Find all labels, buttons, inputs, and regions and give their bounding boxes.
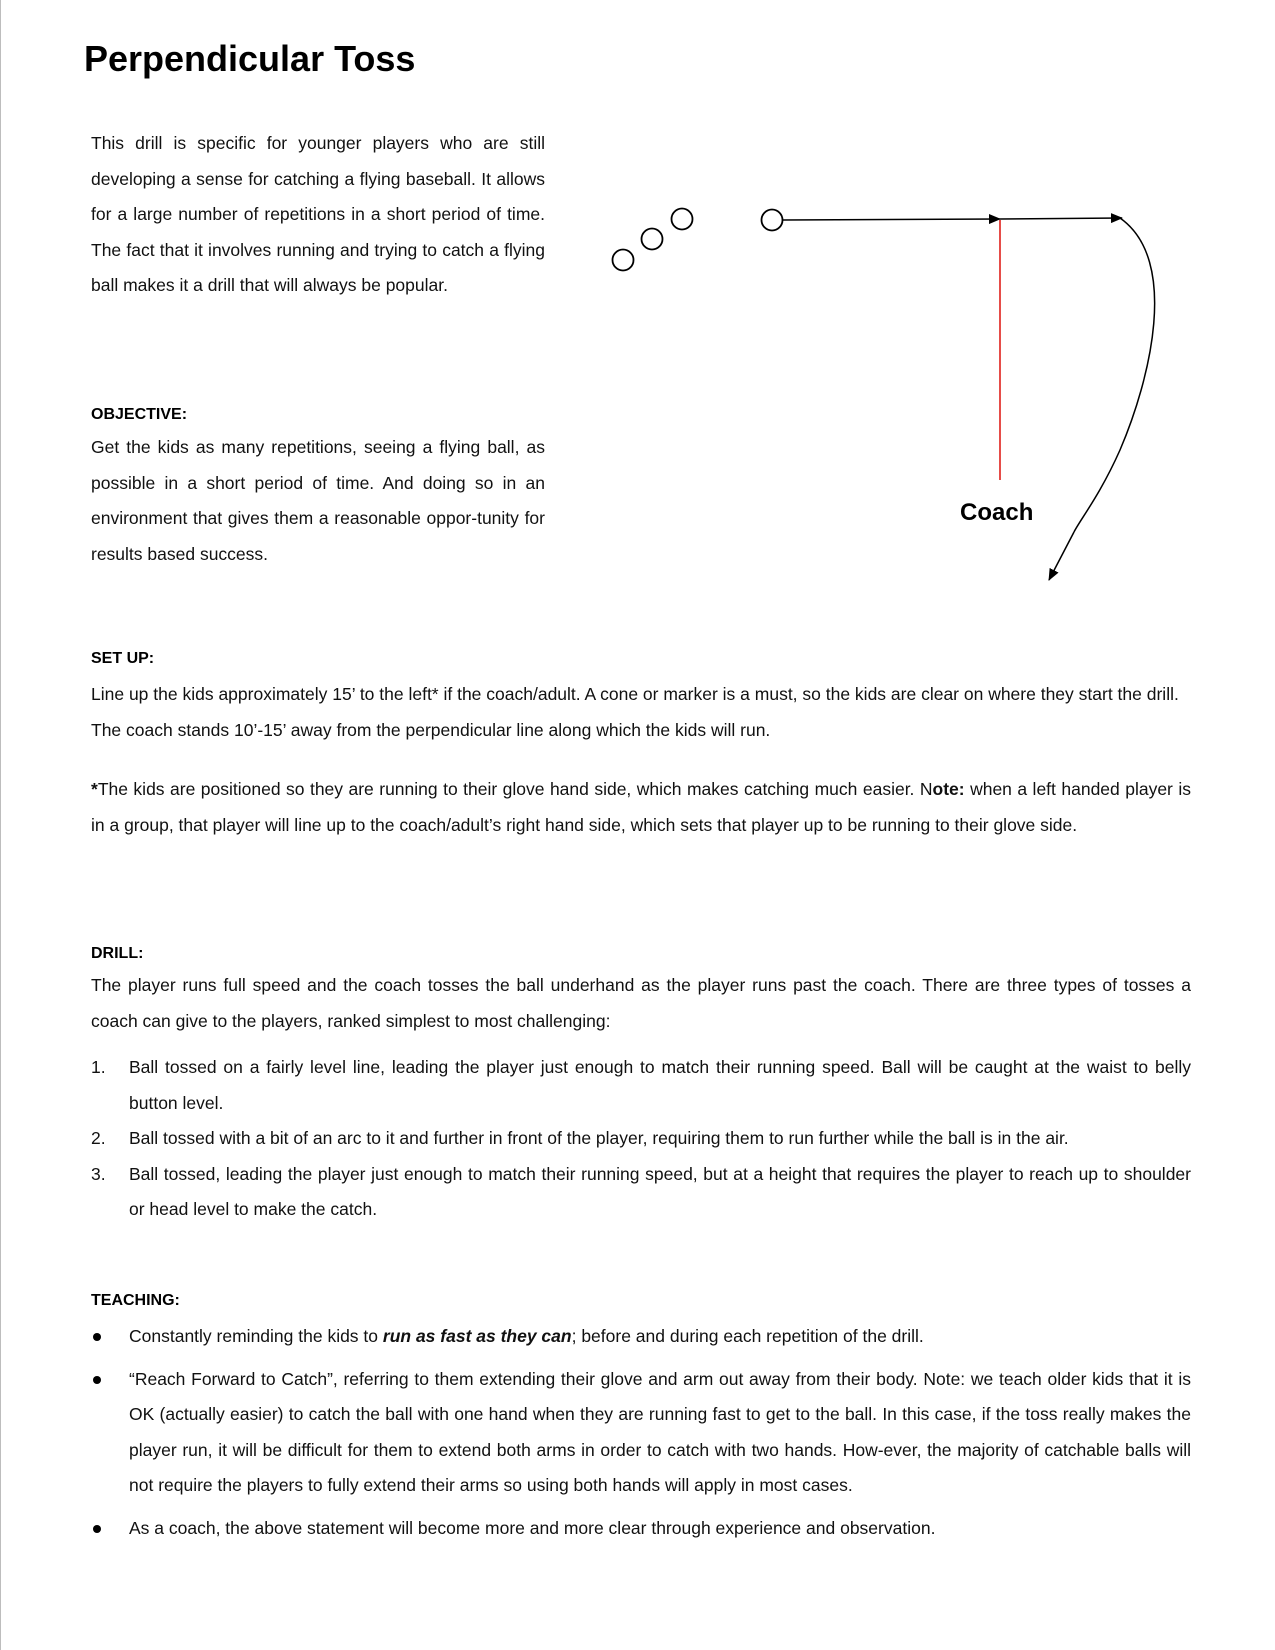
run-path-arrow: [783, 219, 1000, 220]
list-item: [91, 1319, 1191, 1355]
bullet-icon: [93, 1376, 101, 1384]
run-path-arrow: [1000, 218, 1122, 219]
drill-paragraph: The player runs full speed and the coach tosses the ball underhand as the player runs past the coach. There are three types of tosses a coach can give to the players, ranked simplest to most challenging:: [91, 975, 1191, 1031]
run-curve-arrow: [1049, 532, 1074, 580]
bullet-icon: [93, 1525, 101, 1533]
emphasis-text: run as fast as they can: [382, 1326, 572, 1346]
waiting-player-marker: [613, 250, 634, 271]
setup-paragraph: Line up the kids approximately 15’ to the left* if the coach/adult. A cone or marker is a must, so the kids are clear on where they start the drill. The coach stands 10’-15’ away from the perpendicular line along which the kids will run.: [91, 684, 1179, 740]
run-curve-arrow: [1074, 218, 1155, 532]
waiting-player-marker: [642, 229, 663, 250]
list-item-text: Ball tossed, leading the player just enough to match their running speed, but at a height that requires the player to reach up to shoulder or head level to make the catch.: [129, 1163, 1191, 1219]
list-item: [91, 1050, 1191, 1121]
running-player-marker: [762, 210, 783, 231]
list-item: [91, 1362, 1191, 1504]
intro-paragraph: This drill is specific for younger players who are still developing a sense for catching a flying baseball. It allows for a large number of repetitions in a short period of time. The fact that it involves running and trying to catch a flying ball makes it a drill that will always be popular.: [91, 133, 545, 295]
drill-heading: DRILL:: [91, 945, 144, 962]
coach-label: Coach: [960, 499, 1034, 526]
page-title: Perpendicular Toss: [84, 38, 416, 79]
waiting-player-marker: [672, 209, 693, 230]
objective-paragraph: Get the kids as many repetitions, seeing a flying ball, as possible in a short period of time. And doing so in an environment that gives them a reasonable oppor-tunity for results based success.: [91, 437, 545, 564]
list-item-text: Constantly reminding the kids to: [129, 1326, 383, 1346]
list-item: [91, 1157, 1191, 1228]
list-item-text: ; before and during each repetition of the drill.: [571, 1326, 924, 1346]
teaching-heading: TEACHING:: [91, 1292, 180, 1309]
setup-heading: SET UP:: [91, 650, 155, 667]
teaching-list: [91, 1319, 1191, 1553]
bullet-icon: [93, 1333, 101, 1341]
list-number: 1.: [91, 1057, 106, 1077]
note-text-part1: The kids are positioned so they are running to their glove hand side, which makes catching much easier. N: [97, 779, 933, 799]
list-item-text: As a coach, the above statement will become more and more clear through experience and observation.: [129, 1517, 936, 1538]
list-item: [91, 1511, 1191, 1547]
list-item-text: “Reach Forward to Catch”, referring to them extending their glove and arm out away from their body. Note: we teach older kids that it is OK (actually easier) to catch the ball with one hand when they are running fast to get to the ball. In this case, if the toss really makes the player run, it will be difficult for them to extend both arms in order to catch with two hands. How-ever, the majority of catchable balls will not require the players to fully extend their arms so using both hands will apply in most cases.: [129, 1368, 1191, 1495]
note-text-part2: when a left handed player is in a group, that player will line up to the coach/adult’s right hand side, which sets that player up to be running to their glove side.: [91, 779, 1191, 835]
list-item-text: Ball tossed on a fairly level line, leading the player just enough to match their running speed. Ball will be caught at the waist to belly button level.: [129, 1057, 1191, 1113]
list-item-text: Ball tossed with a bit of an arc to it and further in front of the player, requiring them to run further while the ball is in the air.: [129, 1128, 1069, 1148]
objective-heading: OBJECTIVE:: [91, 406, 188, 423]
note-asterisk: *: [91, 779, 98, 799]
toss-types-list: [91, 1050, 1191, 1228]
setup-note: [91, 772, 1191, 843]
list-number: 2.: [91, 1128, 106, 1148]
list-number: 3.: [91, 1163, 106, 1184]
list-item: [91, 1121, 1191, 1157]
note-bold-label: ote:: [932, 779, 965, 799]
